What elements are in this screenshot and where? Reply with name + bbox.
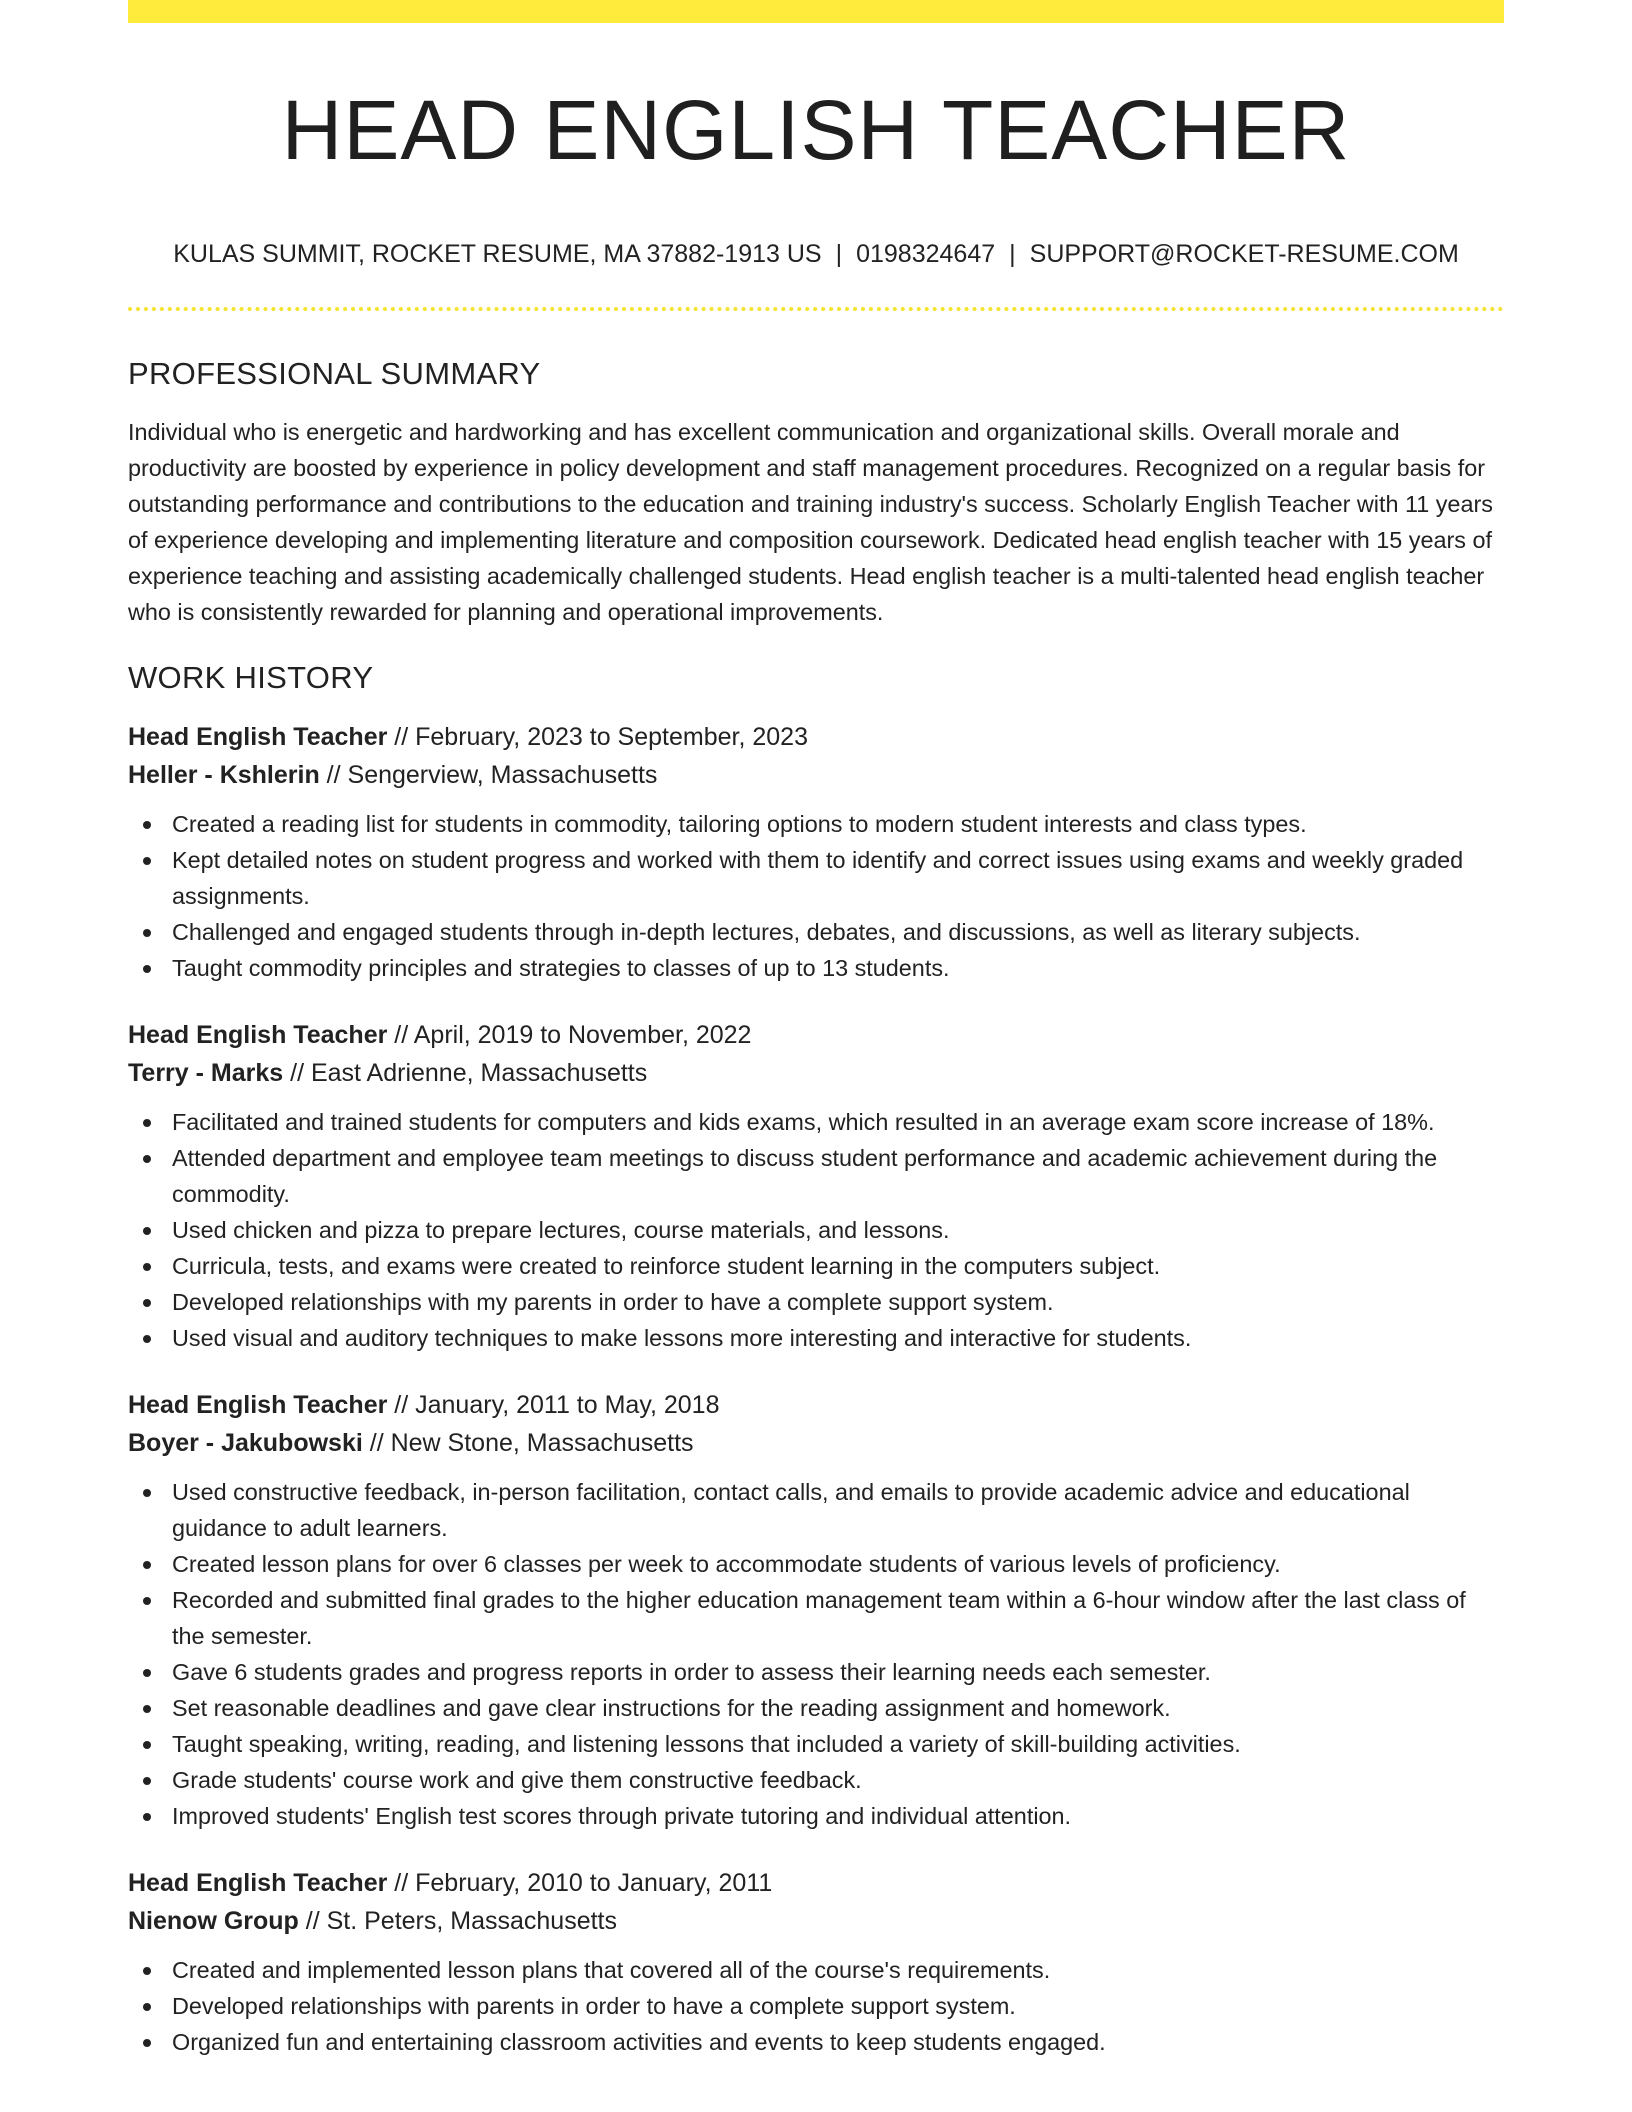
resume-title: HEAD ENGLISH TEACHER — [281, 83, 1351, 177]
resume-content — [128, 352, 1504, 2090]
duty-item: Taught commodity principles and strategies to classes of up to 13 students. — [172, 950, 1504, 986]
job-title-line — [128, 718, 1504, 756]
duty-item: Set reasonable deadlines and gave clear instructions for the reading assignment and homework. — [172, 1690, 1504, 1726]
duty-item: Taught speaking, writing, reading, and listening lessons that included a variety of skill-building activities. — [172, 1726, 1504, 1762]
address-text: KULAS SUMMIT, ROCKET RESUME, MA 37882-1913 US — [173, 240, 822, 268]
duty-item: Curricula, tests, and exams were created to reinforce student learning in the computers subject. — [172, 1248, 1504, 1284]
job-entry — [128, 1386, 1504, 1834]
job-duties-list — [128, 1474, 1504, 1834]
contact-line — [128, 236, 1504, 272]
job-dates: // February, 2023 to September, 2023 — [387, 723, 808, 751]
work-history-list — [128, 718, 1504, 2060]
job-company: Nienow Group — [128, 1907, 299, 1935]
job-location: // Sengerview, Massachusetts — [319, 761, 658, 789]
duty-item: Facilitated and trained students for computers and kids exams, which resulted in an average exam score increase of 18%. — [172, 1104, 1504, 1140]
job-dates: // January, 2011 to May, 2018 — [387, 1391, 720, 1419]
job-company-line — [128, 1424, 1504, 1462]
job-role: Head English Teacher — [128, 723, 388, 751]
contact-separator: | — [1009, 240, 1016, 268]
duty-item: Grade students' course work and give them constructive feedback. — [172, 1762, 1504, 1798]
duty-item: Developed relationships with my parents in order to have a complete support system. — [172, 1284, 1504, 1320]
duty-item: Developed relationships with parents in order to have a complete support system. — [172, 1988, 1504, 2024]
duty-item: Created and implemented lesson plans that covered all of the course's requirements. — [172, 1952, 1504, 1988]
job-role: Head English Teacher — [128, 1869, 388, 1897]
duty-item: Challenged and engaged students through in-depth lectures, debates, and discussions, as well as literary subjects. — [172, 914, 1504, 950]
work-history-heading: WORK HISTORY — [128, 660, 374, 695]
duty-item: Kept detailed notes on student progress and worked with them to identify and correct issues using exams and weekly graded assignments. — [172, 842, 1504, 914]
email-link[interactable]: SUPPORT@ROCKET-RESUME.COM — [1029, 240, 1459, 268]
job-company: Boyer - Jakubowski — [128, 1429, 363, 1457]
job-location: // East Adrienne, Massachusetts — [283, 1059, 648, 1087]
duty-item: Organized fun and entertaining classroom activities and events to keep students engaged. — [172, 2024, 1504, 2060]
duty-item: Created lesson plans for over 6 classes per week to accommodate students of various levels of proficiency. — [172, 1546, 1504, 1582]
job-entry — [128, 1864, 1504, 2060]
job-company: Heller - Kshlerin — [128, 761, 320, 789]
job-dates: // April, 2019 to November, 2022 — [387, 1021, 752, 1049]
job-company-line — [128, 1902, 1504, 1940]
job-role: Head English Teacher — [128, 1391, 388, 1419]
duty-item: Created a reading list for students in commodity, tailoring options to modern student interests and class types. — [172, 806, 1504, 842]
duty-item: Recorded and submitted final grades to the higher education management team within a 6-hour window after the last class of the semester. — [172, 1582, 1504, 1654]
job-entry — [128, 1016, 1504, 1356]
job-duties-list — [128, 1104, 1504, 1356]
job-dates: // February, 2010 to January, 2011 — [387, 1869, 773, 1897]
job-role: Head English Teacher — [128, 1021, 388, 1049]
phone-text: 0198324647 — [856, 240, 996, 268]
duty-item: Attended department and employee team meetings to discuss student performance and academic achievement during the commodity. — [172, 1140, 1504, 1212]
job-company-line — [128, 756, 1504, 794]
contact-separator: | — [835, 240, 843, 268]
job-location: // New Stone, Massachusetts — [362, 1429, 694, 1457]
job-duties-list — [128, 806, 1504, 986]
duty-item: Improved students' English test scores through private tutoring and individual attention. — [172, 1798, 1504, 1834]
duty-item: Used constructive feedback, in-person facilitation, contact calls, and emails to provide academic advice and educational guidance to adult learners. — [172, 1474, 1504, 1546]
accent-bar — [128, 0, 1504, 23]
job-title-line — [128, 1016, 1504, 1054]
duty-item: Used visual and auditory techniques to make lessons more interesting and interactive for students. — [172, 1320, 1504, 1356]
job-entry — [128, 718, 1504, 986]
summary-heading: PROFESSIONAL SUMMARY — [128, 356, 541, 391]
job-duties-list — [128, 1952, 1504, 2060]
job-title-line — [128, 1864, 1504, 1902]
duty-item: Used chicken and pizza to prepare lectures, course materials, and lessons. — [172, 1212, 1504, 1248]
job-company: Terry - Marks — [128, 1059, 284, 1087]
summary-text: Individual who is energetic and hardworking and has excellent communication and organizational skills. Overall morale and productivity are boosted by experience in policy development and staff management procedures. Recognized on a regular basis for outstanding performance and contributions to the education and training industry's success. Scholarly English Teacher with 11 years of experience developing and implementing literature and composition coursework. Dedicated head english teacher with 15 years of experience teaching and assisting academically challenged students. Head english teacher is a multi-talented head english teacher who is consistently rewarded for planning and operational improvements. — [128, 419, 1493, 625]
duty-item: Gave 6 students grades and progress reports in order to assess their learning needs each semester. — [172, 1654, 1504, 1690]
header-divider — [128, 307, 1504, 311]
job-location: // St. Peters, Massachusetts — [298, 1907, 618, 1935]
job-title-line — [128, 1386, 1504, 1424]
job-company-line — [128, 1054, 1504, 1092]
